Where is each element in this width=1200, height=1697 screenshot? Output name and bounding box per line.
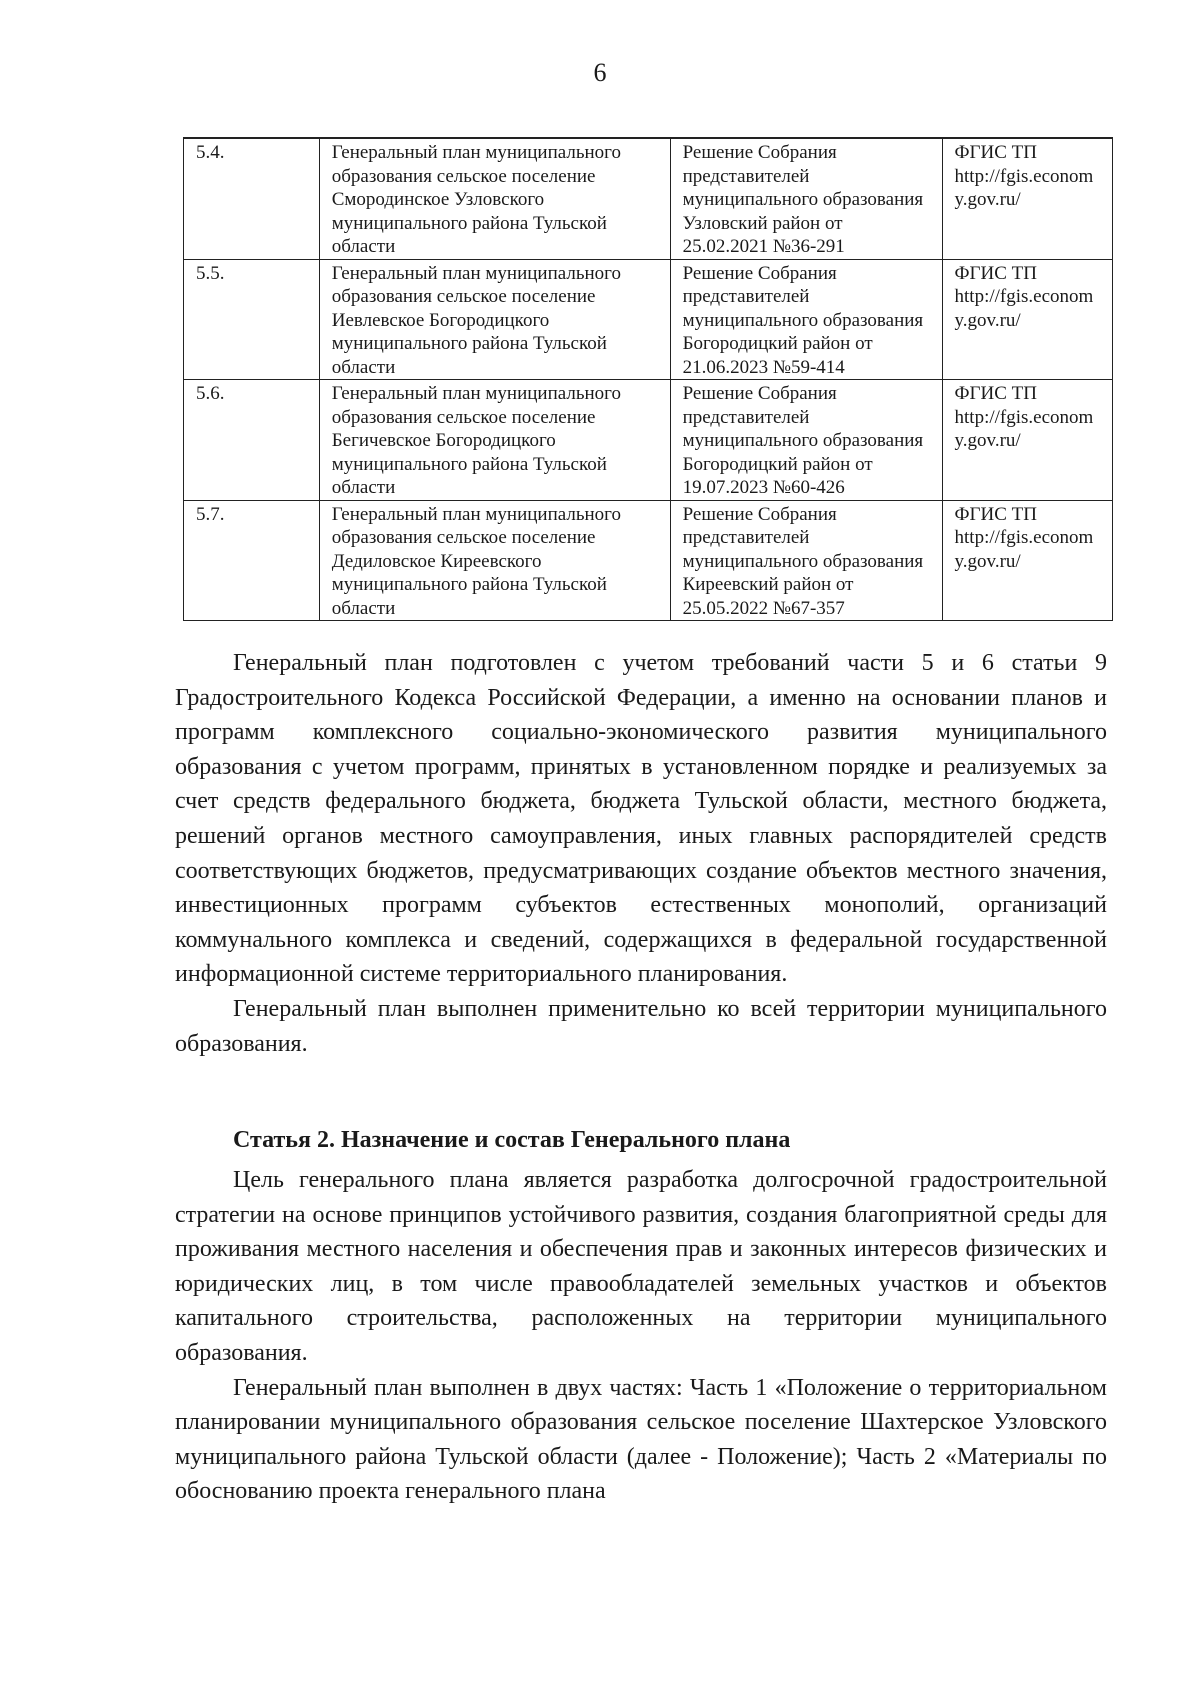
plan-name: Генеральный план муниципального образования сельское поселение Бегичевское Богородицкого муниципального района Тульской области	[319, 380, 670, 501]
plans-table	[183, 137, 1113, 621]
source-cell	[942, 259, 1112, 380]
approval-document: Решение Собрания представителей муниципального образования Богородицкий район от 21.06.2023 №59-414	[670, 259, 942, 380]
paragraph-requirements: Генеральный план подготовлен с учетом требований части 5 и 6 статьи 9 Градостроительного Кодекса Российской Федерации, а именно на основании планов и программ комплексного социально-экономического развития муниципального образования с учетом программ, принятых в установленном порядке и реализуемых за счет средств федерального бюджета, бюджета Тульской области, местного бюджета, решений органов местного самоуправления, иных главных распорядителей средств соответствующих бюджетов, предусматривающих создание объектов местного значения, инвестиционных программ субъектов естественных монополий, организаций коммунального комплекса и сведений, содержащихся в федеральной государственной информационной системе территориального планирования.	[175, 650, 1107, 988]
table-row	[184, 380, 1113, 501]
table-row	[184, 138, 1113, 259]
plan-name: Генеральный план муниципального образования сельское поселение Иевлевское Богородицкого муниципального района Тульской области	[319, 259, 670, 380]
source-title: ФГИС ТП	[954, 503, 1037, 525]
paragraph-territory: Генеральный план выполнен применительно ко всей территории муниципального образования.	[175, 995, 1107, 1057]
page-number: 6	[593, 58, 607, 87]
approval-document: Решение Собрания представителей муниципального образования Узловский район от 25.02.2021 №36-291	[670, 138, 942, 259]
source-cell	[942, 380, 1112, 501]
body-text-top	[175, 646, 1107, 1061]
row-number: 5.6.	[184, 380, 320, 501]
row-number: 5.5.	[184, 259, 320, 380]
source-url: http://fgis.economy.gov.ru/	[954, 165, 1094, 210]
source-cell	[942, 500, 1112, 621]
source-title: ФГИС ТП	[954, 383, 1037, 404]
source-title: ФГИС ТП	[954, 142, 1037, 163]
section-heading: Статья 2. Назначение и состав Генерального плана	[233, 1127, 791, 1153]
table-row	[184, 500, 1113, 621]
source-url: http://fgis.economy.gov.ru/	[954, 406, 1094, 451]
source-title: ФГИС ТП	[954, 262, 1037, 284]
body-text-bottom	[175, 1163, 1107, 1509]
paragraph-composition: Генеральный план выполнен в двух частях: Часть 1 «Положение о территориальном планировании муниципального образования сельское поселение Шахтерское Узловского муниципального района Тульской области (далее - Положение); Часть 2 «Материалы по обоснованию проекта генерального плана	[175, 1374, 1107, 1505]
row-number: 5.7.	[184, 500, 320, 621]
source-cell	[942, 138, 1112, 259]
approval-document: Решение Собрания представителей муниципального образования Киреевский район от 25.05.2022 №67-357	[670, 500, 942, 621]
plan-name: Генеральный план муниципального образования сельское поселение Дедиловское Киреевского муниципального района Тульской области	[319, 500, 670, 621]
source-url: http://fgis.economy.gov.ru/	[954, 527, 1094, 572]
row-number: 5.4.	[184, 138, 320, 259]
paragraph-purpose: Цель генерального плана является разработка долгосрочной градостроительной стратегии на основе принципов устойчивого развития, создания благоприятной среды для проживания местного населения и обеспечения прав и законных интересов физических и юридических лиц, в том числе правообладателей земельных участков и объектов капитального строительства, расположенных на территории муниципального образования.	[175, 1167, 1107, 1366]
table-row	[184, 259, 1113, 380]
source-url: http://fgis.economy.gov.ru/	[954, 286, 1094, 331]
approval-document: Решение Собрания представителей муниципального образования Богородицкий район от 19.07.2023 №60-426	[670, 380, 942, 501]
plan-name: Генеральный план муниципального образования сельское поселение Смородинское Узловского муниципального района Тульской области	[319, 138, 670, 259]
